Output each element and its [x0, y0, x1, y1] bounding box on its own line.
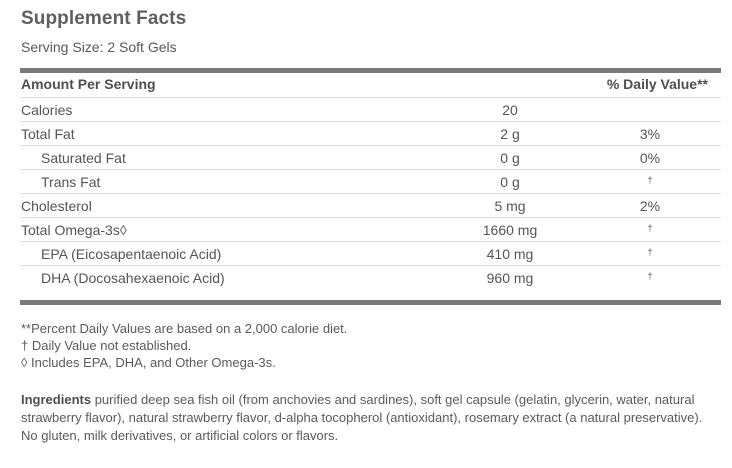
ingredients-label: Ingredients	[21, 392, 92, 407]
footnote-not-established: † Daily Value not established.	[21, 338, 192, 353]
free-from-statement: No gluten, milk derivatives, or artificial colors or flavors.	[21, 428, 339, 443]
nutrient-amount: 0 g	[500, 150, 520, 166]
row-saturated-fat	[20, 146, 721, 170]
nutrient-name: Total Fat	[21, 126, 75, 142]
page-title: Supplement Facts	[21, 8, 187, 29]
nutrient-dv: 3%	[639, 126, 661, 142]
nutrient-dv: 2%	[639, 198, 661, 214]
row-dha	[20, 266, 721, 289]
nutrient-name: Trans Fat	[41, 174, 101, 190]
nutrient-name: Cholesterol	[21, 198, 92, 214]
nutrient-amount: 5 mg	[494, 198, 526, 214]
nutrient-dv: †	[647, 271, 653, 281]
nutrient-name: EPA (Eicosapentaenoic Acid)	[41, 246, 222, 262]
table-header	[20, 73, 721, 98]
footnote-daily-values: **Percent Daily Values are based on a 2,000 calorie diet.	[21, 321, 348, 336]
nutrient-name: Saturated Fat	[41, 150, 126, 166]
row-total-fat	[20, 122, 721, 146]
row-epa	[20, 242, 721, 266]
nutrient-rows	[20, 98, 721, 289]
nutrient-amount: 20	[502, 102, 518, 118]
nutrient-dv: 0%	[639, 150, 661, 166]
ingredients-section	[21, 391, 721, 445]
nutrient-amount: 410 mg	[486, 246, 534, 262]
bottom-rule	[20, 300, 721, 305]
ingredients-text: purified deep sea fish oil (from anchovies and sardines), soft gel capsule (gelatin, glycerin, water, natural strawberry flavor), natural strawberry flavor, d-alpha tocopherol (antioxidant), rosemary extract (a natural preservative).	[21, 392, 703, 425]
nutrient-dv: †	[647, 223, 653, 233]
ingredients-paragraph	[21, 391, 721, 427]
footnotes	[21, 320, 347, 371]
row-cholesterol	[20, 194, 721, 218]
nutrient-name: Total Omega-3s◊	[21, 222, 127, 238]
nutrient-amount: 0 g	[500, 174, 520, 190]
footnote-omega-3s: ◊ Includes EPA, DHA, and Other Omega-3s.	[21, 355, 276, 370]
serving-size: Serving Size: 2 Soft Gels	[21, 39, 177, 55]
nutrient-name: Calories	[21, 102, 73, 118]
nutrient-amount: 1660 mg	[482, 222, 538, 238]
row-total-omega-3s	[20, 218, 721, 242]
nutrient-dv: †	[647, 175, 653, 185]
row-calories	[20, 98, 721, 122]
nutrient-amount: 2 g	[500, 126, 520, 142]
nutrient-name: DHA (Docosahexaenoic Acid)	[41, 270, 225, 286]
nutrient-dv: †	[647, 247, 653, 257]
row-trans-fat	[20, 170, 721, 194]
header-daily-value: % Daily Value**	[606, 76, 708, 92]
header-amount-per-serving: Amount Per Serving	[21, 76, 156, 92]
nutrient-amount: 960 mg	[486, 270, 534, 286]
